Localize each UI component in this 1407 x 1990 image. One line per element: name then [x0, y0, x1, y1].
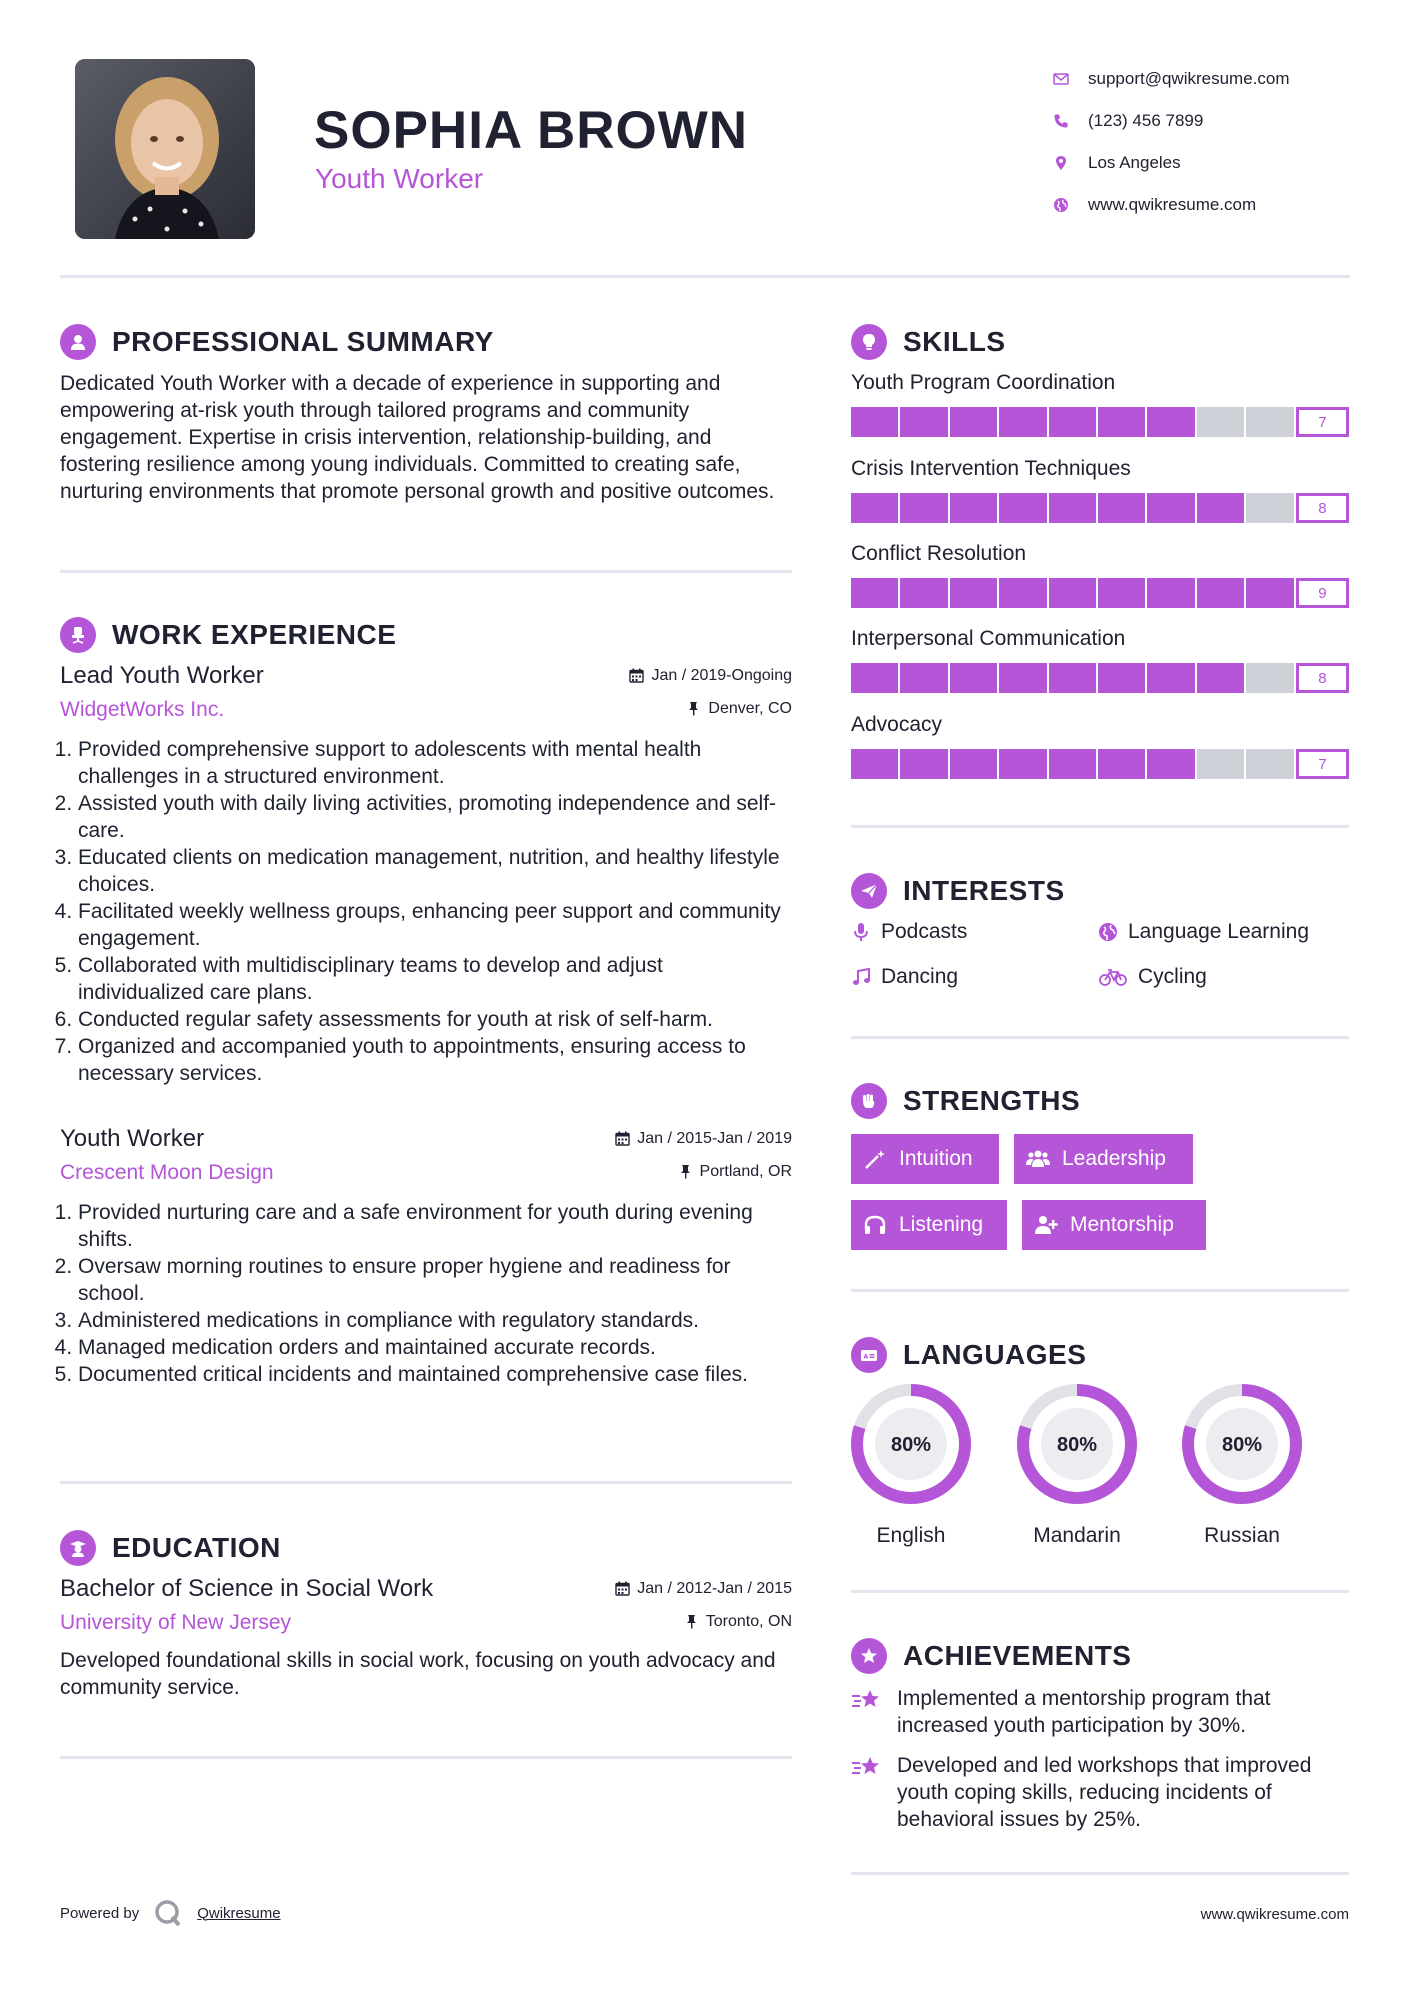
phone-icon	[1050, 113, 1088, 129]
qwikresume-link[interactable]: Qwikresume	[197, 1904, 281, 1922]
skill-segment	[1049, 749, 1098, 779]
contact-website-text: www.qwikresume.com	[1088, 195, 1257, 214]
list-item: 1. Provided nurturing care and a safe environment for youth during evening shifts.	[78, 1199, 792, 1253]
office-chair-icon	[60, 617, 96, 653]
skill-segment	[1049, 493, 1098, 523]
skill-level: 7	[1296, 749, 1349, 779]
education-dates	[615, 1580, 792, 1598]
skill-row	[851, 542, 1349, 608]
achievements-heading	[851, 1638, 1131, 1674]
language-percent: 80%	[1056, 1434, 1098, 1456]
skill-segment	[1246, 407, 1295, 437]
skill-segment	[1197, 493, 1246, 523]
lightbulb-icon	[851, 324, 887, 360]
contact-phone-text: (123) 456 7899	[1088, 111, 1204, 130]
candidate-title: Youth Worker	[315, 163, 484, 194]
skill-segment	[950, 578, 999, 608]
experience-heading	[60, 617, 396, 653]
job-dates	[629, 667, 792, 685]
language-progress-ring	[1017, 1384, 1137, 1504]
language-name: Mandarin	[1033, 1524, 1121, 1547]
job-entry	[60, 662, 792, 1087]
list-item: 6. Conducted regular safety assessments for youth at risk of self-harm.	[78, 1006, 792, 1033]
skill-segment	[851, 578, 900, 608]
skill-segment	[851, 493, 900, 523]
strengths-heading	[851, 1083, 1080, 1119]
interests-heading	[851, 873, 1065, 909]
skill-segment	[1197, 407, 1246, 437]
education-entry	[60, 1575, 792, 1701]
list-item: 3. Educated clients on medication management, nutrition, and healthy lifestyle choices.	[78, 844, 792, 898]
shooting-star-icon	[851, 1754, 883, 1780]
list-item: 2. Assisted youth with daily living activities, promoting independence and self-care.	[78, 790, 792, 844]
interest-label: Podcasts	[881, 920, 968, 943]
skill-segment	[1049, 407, 1098, 437]
paper-plane-icon	[851, 873, 887, 909]
experience-divider	[60, 1481, 792, 1484]
skill-name: Crisis Intervention Techniques	[851, 457, 1131, 480]
job-company: Crescent Moon Design	[60, 1161, 274, 1184]
skill-segment	[1098, 407, 1147, 437]
job-entry	[60, 1125, 792, 1388]
skill-segment	[999, 749, 1048, 779]
contact-phone[interactable]	[1050, 100, 1370, 142]
skill-segment	[1197, 663, 1246, 693]
header-divider	[60, 275, 1350, 278]
skill-segment	[1147, 493, 1196, 523]
school: University of New Jersey	[60, 1611, 292, 1634]
strength-leadership	[1014, 1134, 1193, 1184]
skill-name: Youth Program Coordination	[851, 371, 1116, 394]
strength-listening	[851, 1200, 1007, 1250]
skill-segment	[1049, 663, 1098, 693]
list-item: 3. Administered medications in compliance with regulatory standards.	[78, 1307, 792, 1334]
job-location	[686, 700, 792, 718]
summary-heading-text: PROFESSIONAL SUMMARY	[112, 326, 494, 357]
skill-segment	[1147, 407, 1196, 437]
contact-email[interactable]	[1050, 58, 1370, 100]
skill-segment	[999, 407, 1048, 437]
job-duties	[60, 1199, 792, 1388]
summary-divider	[60, 570, 792, 573]
language-percent: 80%	[1221, 1434, 1263, 1456]
skill-name: Advocacy	[851, 713, 943, 736]
job-dates	[615, 1130, 792, 1148]
strength-label: Mentorship	[1070, 1213, 1174, 1236]
pushpin-icon	[686, 701, 701, 716]
list-item: 7. Organized and accompanied youth to appointments, ensuring access to necessary services.	[78, 1033, 792, 1087]
list-item: 2. Oversaw morning routines to ensure proper hygiene and readiness for school.	[78, 1253, 792, 1307]
strength-mentorship	[1022, 1200, 1206, 1250]
globe-icon	[1050, 197, 1088, 213]
music-note-icon	[851, 967, 871, 987]
skill-name: Interpersonal Communication	[851, 627, 1126, 650]
skill-level: 8	[1296, 493, 1349, 523]
languages-heading	[851, 1337, 1086, 1373]
language-english	[851, 1384, 971, 1548]
job-location-text: Portland, OR	[699, 1162, 792, 1180]
skill-bar	[851, 663, 1349, 693]
experience-heading-text: WORK EXPERIENCE	[112, 619, 397, 650]
skills-heading	[851, 324, 1006, 360]
interest-label: Dancing	[881, 965, 959, 988]
language-name: English	[876, 1524, 946, 1547]
skill-segment	[1246, 493, 1295, 523]
list-item: 4. Managed medication orders and maintained accurate records.	[78, 1334, 792, 1361]
powered-by-text: Powered by	[60, 1904, 140, 1922]
job-role: Youth Worker	[60, 1125, 205, 1152]
strengths-divider	[851, 1289, 1349, 1292]
interest-dancing	[851, 965, 958, 989]
candidate-name: SOPHIA BROWN	[314, 101, 749, 160]
education-location	[684, 1613, 792, 1631]
interests-divider	[851, 1036, 1349, 1039]
skill-segment	[1098, 493, 1147, 523]
calendar-icon	[615, 1581, 630, 1596]
language-progress-ring	[1182, 1384, 1302, 1504]
skill-bar	[851, 749, 1349, 779]
user-plus-icon	[1034, 1214, 1058, 1236]
skills-heading-text: SKILLS	[903, 326, 1006, 357]
education-heading-text: EDUCATION	[112, 1532, 281, 1563]
skill-segment	[851, 663, 900, 693]
job-role: Lead Youth Worker	[60, 662, 264, 689]
skill-segment	[999, 578, 1048, 608]
job-company: WidgetWorks Inc.	[60, 698, 225, 721]
skill-segment	[1246, 578, 1295, 608]
contact-email-text: support@qwikresume.com	[1088, 69, 1290, 88]
skill-level: 8	[1296, 663, 1349, 693]
strength-label: Intuition	[899, 1147, 973, 1170]
job-location-text: Denver, CO	[708, 699, 792, 717]
skill-segment	[1197, 578, 1246, 608]
skill-segment	[1197, 749, 1246, 779]
contact-list	[1050, 58, 1370, 226]
education-divider	[60, 1756, 792, 1759]
skill-row	[851, 627, 1349, 693]
skill-segment	[999, 663, 1048, 693]
skill-bar	[851, 493, 1349, 523]
globe-icon	[1098, 922, 1118, 942]
contact-location	[1050, 142, 1370, 184]
microphone-icon	[851, 922, 871, 942]
svg-text:A: A	[863, 1353, 869, 1361]
envelope-icon	[1050, 71, 1088, 87]
skill-name: Conflict Resolution	[851, 542, 1027, 565]
skill-segment	[900, 407, 949, 437]
achievement-item	[851, 1752, 1351, 1833]
languages-divider	[851, 1590, 1349, 1593]
footer-website[interactable]: www.qwikresume.com	[1200, 1906, 1349, 1923]
education-description: Developed foundational skills in social work, focusing on youth advocacy and community service.	[60, 1649, 776, 1699]
skill-segment	[950, 663, 999, 693]
skill-segment	[950, 407, 999, 437]
qwikresume-logo-icon	[153, 1898, 183, 1928]
graduate-icon	[60, 1530, 96, 1566]
language-name: Russian	[1204, 1524, 1280, 1547]
calendar-icon	[629, 668, 644, 683]
education-dates-text: Jan / 2012-Jan / 2015	[637, 1579, 792, 1597]
achievement-text: Developed and led workshops that improved youth coping skills, reducing incidents of behavioral issues by 25%.	[897, 1754, 1312, 1831]
summary-text: Dedicated Youth Worker with a decade of experience in supporting and empowering at-risk youth through tailored programs and community engagement. Expertise in crisis intervention, relationship-building, and fostering resilience among young individuals. Committed to creating safe, nurturing environments that promote personal growth and positive outcomes.	[60, 372, 775, 503]
calendar-icon	[615, 1131, 630, 1146]
achievements-heading-text: ACHIEVEMENTS	[903, 1640, 1132, 1671]
strengths-heading-text: STRENGTHS	[903, 1085, 1081, 1116]
skill-segment	[1098, 749, 1147, 779]
list-item: 5. Documented critical incidents and maintained comprehensive case files.	[78, 1361, 792, 1388]
strength-intuition	[851, 1134, 999, 1184]
skill-segment	[900, 578, 949, 608]
degree: Bachelor of Science in Social Work	[60, 1575, 434, 1602]
users-icon	[1026, 1148, 1050, 1170]
languages-heading-text: LANGUAGES	[903, 1339, 1087, 1370]
interest-label: Cycling	[1138, 965, 1207, 988]
strength-label: Listening	[899, 1213, 984, 1236]
achievement-item	[851, 1685, 1351, 1739]
education-heading	[60, 1530, 281, 1566]
skill-level: 7	[1296, 407, 1349, 437]
skill-segment	[950, 493, 999, 523]
job-duties	[60, 736, 792, 1087]
bicycle-icon	[1098, 967, 1128, 987]
skill-bar	[851, 407, 1349, 437]
pushpin-icon	[684, 1614, 699, 1629]
skill-segment	[1147, 749, 1196, 779]
list-item: 5. Collaborated with multidisciplinary teams to develop and adjust individualized care plans.	[78, 952, 792, 1006]
skill-segment	[1246, 749, 1295, 779]
skill-segment	[1049, 578, 1098, 608]
skill-level: 9	[1296, 578, 1349, 608]
interest-podcasts	[851, 920, 967, 944]
job-dates-text: Jan / 2015-Jan / 2019	[637, 1129, 792, 1147]
skill-segment	[1098, 663, 1147, 693]
contact-website[interactable]	[1050, 184, 1370, 226]
language-russian	[1182, 1384, 1302, 1548]
skill-segment	[851, 407, 900, 437]
interest-cycling	[1098, 965, 1207, 989]
skill-row	[851, 713, 1349, 779]
skill-segment	[1147, 578, 1196, 608]
summary-heading	[60, 324, 494, 360]
star-badge-icon	[851, 1638, 887, 1674]
footer-powered-by	[60, 1898, 281, 1928]
contact-location-text: Los Angeles	[1088, 153, 1181, 172]
list-item: 4. Facilitated weekly wellness groups, enhancing peer support and community engagement.	[78, 898, 792, 952]
interest-label: Language Learning	[1128, 920, 1310, 943]
education-location-text: Toronto, ON	[705, 1612, 792, 1630]
skill-segment	[1147, 663, 1196, 693]
skill-bar	[851, 578, 1349, 608]
pushpin-icon	[678, 1164, 693, 1179]
language-progress-ring	[851, 1384, 971, 1504]
language-percent: 80%	[890, 1434, 932, 1456]
skill-segment	[1246, 663, 1295, 693]
skill-segment	[900, 749, 949, 779]
magic-wand-icon	[863, 1148, 887, 1170]
skill-segment	[900, 663, 949, 693]
headphones-icon	[863, 1214, 887, 1236]
interest-language-learning	[1098, 920, 1309, 944]
language-mandarin	[1017, 1384, 1137, 1548]
list-item: 1. Provided comprehensive support to adolescents with mental health challenges in a structured environment.	[78, 736, 792, 790]
skill-segment	[900, 493, 949, 523]
profile-photo	[75, 59, 255, 239]
user-icon	[60, 324, 96, 360]
job-location	[678, 1163, 792, 1181]
skill-segment	[851, 749, 900, 779]
fist-icon	[851, 1083, 887, 1119]
map-pin-icon	[1050, 155, 1088, 171]
achievement-text: Implemented a mentorship program that increased youth participation by 30%.	[897, 1687, 1271, 1737]
strength-label: Leadership	[1062, 1147, 1166, 1170]
skills-divider	[851, 825, 1349, 828]
shooting-star-icon	[851, 1687, 883, 1713]
achievements-divider	[851, 1872, 1349, 1875]
skill-segment	[950, 749, 999, 779]
skill-row	[851, 371, 1349, 437]
language-card-icon	[851, 1337, 887, 1373]
job-dates-text: Jan / 2019-Ongoing	[651, 666, 792, 684]
skill-segment	[999, 493, 1048, 523]
interests-heading-text: INTERESTS	[903, 875, 1065, 906]
skill-row	[851, 457, 1349, 523]
skill-segment	[1098, 578, 1147, 608]
